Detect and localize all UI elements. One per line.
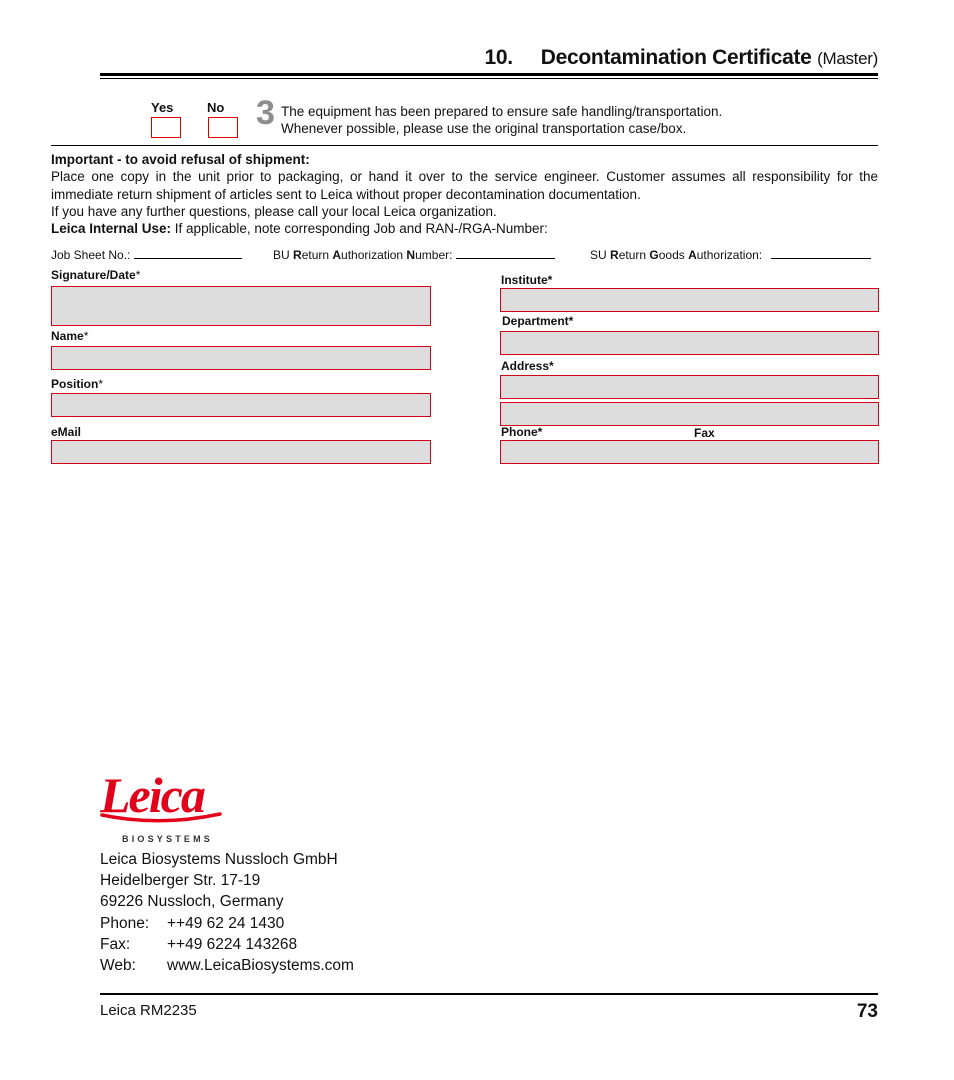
company-city: 69226 Nussloch, Germany	[100, 893, 284, 911]
leica-biosystems-logo	[100, 765, 224, 852]
footer-model: Leica RM2235	[100, 1002, 197, 1019]
job-sheet-field	[51, 248, 242, 262]
yes-checkbox[interactable]	[151, 117, 181, 138]
company-web: Web: www.LeicaBiosystems.com	[100, 957, 354, 975]
important-heading: Important - to avoid refusal of shipment:	[51, 152, 310, 167]
yes-label: Yes	[151, 100, 174, 115]
company-street: Heidelberger Str. 17-19	[100, 872, 261, 890]
phone-fax-field[interactable]	[500, 440, 879, 464]
job-sheet-blank[interactable]	[134, 248, 242, 259]
job-sheet-label: Job Sheet No.:	[51, 248, 131, 262]
institute-label: Institute*	[501, 273, 553, 287]
name-label: Name*	[51, 329, 89, 343]
address-field-line-1[interactable]	[500, 375, 879, 399]
company-address	[100, 849, 354, 976]
section-subtitle: (Master)	[817, 49, 878, 68]
bu-ran-field: BU Return Authorization Number:	[273, 248, 555, 262]
su-rga-field: SU Return Goods Authorization:	[590, 248, 871, 262]
name-field[interactable]	[51, 346, 431, 370]
phone-label: Phone*	[501, 425, 543, 439]
important-paragraph-2: If you have any further questions, please call your local Leica organization.	[51, 203, 497, 219]
signature-field[interactable]	[51, 286, 431, 326]
email-label: eMail	[51, 425, 82, 439]
company-phone: Phone: ++49 62 24 1430	[100, 914, 285, 932]
institute-field[interactable]	[500, 288, 879, 312]
company-fax: Fax: ++49 6224 143268	[100, 935, 298, 953]
header-rule-thick	[100, 73, 878, 76]
department-label: Department*	[502, 314, 574, 328]
internal-use-label: Leica Internal Use:	[51, 221, 172, 237]
checklist-item-text	[281, 103, 722, 137]
position-field[interactable]	[51, 393, 431, 417]
important-paragraph-1: Place one copy in the unit prior to packaging, or hand it over to the service engineer. Customer assumes all responsibility for the immediate return shipment of articles sent to Leica without proper decontamination documentation.	[51, 169, 878, 202]
leica-logo-mark	[100, 765, 224, 847]
su-rga-blank[interactable]	[771, 248, 871, 259]
important-notice	[51, 151, 878, 237]
section-number: 10.	[484, 46, 513, 69]
internal-use-text: If applicable, note corresponding Job and RAN-/RGA-Number:	[171, 221, 548, 237]
logo-tagline: BIOSYSTEMS	[122, 834, 214, 844]
no-label: No	[207, 100, 225, 115]
bu-ran-blank[interactable]	[456, 248, 555, 259]
section-divider	[51, 145, 878, 146]
company-web-link[interactable]: www.LeicaBiosystems.com	[167, 957, 354, 975]
checklist-item-number: 3	[256, 94, 275, 132]
address-label: Address*	[501, 359, 554, 373]
no-checkbox[interactable]	[208, 117, 238, 138]
company-name: Leica Biosystems Nussloch GmbH	[100, 851, 338, 868]
page-number: 73	[856, 1001, 878, 1022]
footer-rule	[100, 993, 878, 995]
email-field[interactable]	[51, 440, 431, 464]
section-title: Decontamination Certificate	[540, 46, 812, 69]
checklist-line-2: Whenever possible, please use the original transportation case/box.	[281, 121, 687, 136]
position-label: Position*	[51, 377, 104, 391]
checklist-line-1: The equipment has been prepared to ensure safe handling/transportation.	[281, 104, 723, 119]
header-rule-thin	[100, 78, 878, 79]
leica-wordmark: Leica	[100, 767, 204, 823]
address-field-line-2[interactable]	[500, 402, 879, 426]
department-field[interactable]	[500, 331, 879, 355]
signature-label: Signature/Date*	[51, 268, 141, 282]
fax-label: Fax	[694, 426, 715, 440]
page-header	[484, 46, 878, 70]
